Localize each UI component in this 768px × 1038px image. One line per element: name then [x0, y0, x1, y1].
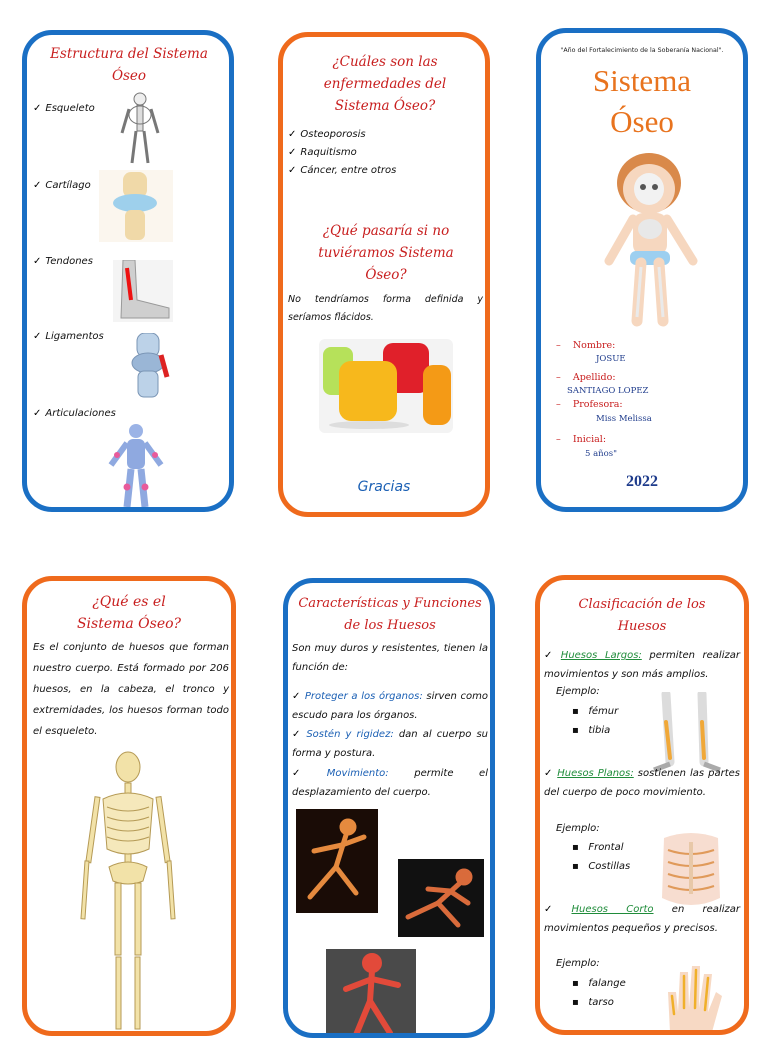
- enfermedad-item-osteoporosis: ✓ Osteoporosis: [288, 129, 366, 140]
- runner-image-2: [398, 859, 484, 937]
- body-joints-image: [105, 423, 167, 509]
- enfermedad-item-raquitismo: ✓ Raquitismo: [288, 147, 357, 158]
- panel-portada: [536, 28, 748, 512]
- estructura-item-cartilago: ✓ Cartílago: [33, 180, 91, 191]
- estructura-item-articulaciones: ✓ Articulaciones: [33, 408, 116, 419]
- que-es-title-line2: Sistema Óseo?: [76, 616, 182, 632]
- funcion-item-movimiento: ✓ Movimiento: permite el desplazamiento del cuerpo.: [292, 768, 488, 798]
- funcion-item-proteger: ✓ Proteger a los órganos: sirven como escudo para los órganos.: [292, 691, 488, 721]
- gracias-text: Gracias: [357, 479, 411, 495]
- tendon-foot-image: [113, 260, 173, 322]
- cover-title-line1: Sistema: [592, 63, 692, 98]
- sin-sistema-answer: No tendríamos forma definida y seríamos flácidos.: [288, 294, 483, 323]
- cover-field-nombre-label: – Nombre:: [556, 340, 616, 351]
- cartoon-boy-skeleton-image: [599, 149, 709, 331]
- cover-year: 2022: [626, 473, 658, 490]
- ejemplo-label-planos: Ejemplo:: [556, 823, 600, 834]
- estructura-item-ligamentos: ✓ Ligamentos: [33, 331, 104, 342]
- cover-field-profesora-label: – Profesora:: [556, 399, 623, 410]
- funcion-item-sosten: ✓ Sostén y rigidez: dan al cuerpo su forma y postura.: [292, 729, 489, 759]
- enfermedad-item-cancer: ✓ Cáncer, entre otros: [288, 165, 397, 176]
- sin-sistema-question: ¿Qué pasaría si no tuviéramos Sistema Óseo?: [318, 223, 454, 283]
- panel-estructura: [22, 30, 234, 512]
- cover-field-apellido-value: SANTIAGO LOPEZ: [567, 386, 649, 396]
- ejemplo-planos-1: ▪ Frontal: [572, 842, 624, 853]
- cover-field-inicial-label: – Inicial:: [556, 434, 607, 445]
- cover-field-nombre-value: JOSUE: [596, 354, 626, 364]
- ejemplo-largos-2: ▪ tibia: [572, 725, 611, 736]
- ejemplo-planos-2: ▪ Costillas: [572, 861, 631, 872]
- estructura-item-esqueleto: ✓ Esqueleto: [33, 103, 95, 114]
- estructura-item-tendones: ✓ Tendones: [33, 256, 93, 267]
- cover-field-profesora-value: Miss Melissa: [596, 414, 652, 424]
- caracteristicas-title: Características y Funciones de los Huesos: [298, 596, 482, 633]
- ejemplo-cortos-2: ▪ tarso: [572, 997, 614, 1008]
- cover-title-line2: Óseo: [610, 104, 674, 139]
- ligament-knee-image: [123, 333, 175, 399]
- cover-field-apellido-label: – Apellido:: [556, 372, 616, 383]
- panel-enfermedades: [278, 32, 490, 517]
- enfermedades-title: ¿Cuáles son las enfermedades del Sistema Óseo?: [323, 54, 447, 114]
- panel-clasificacion: [535, 575, 749, 1035]
- hand-bones-image: [656, 962, 724, 1032]
- ejemplo-label-cortos: Ejemplo:: [556, 958, 600, 969]
- clasificacion-planos: ✓ Huesos Planos: sostienen las partes del cuerpo de poco movimiento.: [544, 768, 740, 798]
- motto-text: "Año del Fortalecimiento de la Soberanía Nacional".: [560, 47, 724, 54]
- full-skeleton-image: [73, 749, 183, 1036]
- panel-que-es: [22, 576, 236, 1036]
- clasificacion-title: Clasificación de los Huesos: [578, 597, 706, 634]
- que-es-body: Es el conjunto de huesos que forman nuestro cuerpo. Está formado por 206 huesos, en la cabeza, el tronco y extremidades, los huesos forman todo el esqueleto.: [33, 642, 229, 737]
- clasificacion-cortos: ✓ Huesos Corto en realizar movimientos pequeños y precisos.: [544, 904, 740, 934]
- caracteristicas-intro: Son muy duros y resistentes, tienen la función de:: [292, 643, 488, 673]
- jelly-image: [319, 339, 453, 433]
- ejemplo-label-largos: Ejemplo:: [556, 686, 600, 697]
- ejemplo-cortos-1: ▪ falange: [572, 978, 626, 989]
- cover-field-inicial-value: 5 años": [585, 449, 618, 459]
- que-es-title-line1: ¿Qué es el: [92, 594, 166, 610]
- clasificacion-largos: ✓ Huesos Largos: permiten realizar movimientos y son más amplios.: [544, 650, 740, 680]
- ejemplo-largos-1: ▪ fémur: [572, 706, 619, 717]
- runner-image-1: [296, 809, 378, 913]
- leg-bones-image: [644, 692, 730, 772]
- estructura-title: Estructura del Sistema Óseo: [50, 46, 208, 84]
- runner-image-3: [326, 949, 416, 1038]
- skeleton-small-image: [117, 91, 163, 165]
- knee-cartilage-image: [99, 170, 173, 242]
- panel-caracteristicas: [283, 578, 495, 1038]
